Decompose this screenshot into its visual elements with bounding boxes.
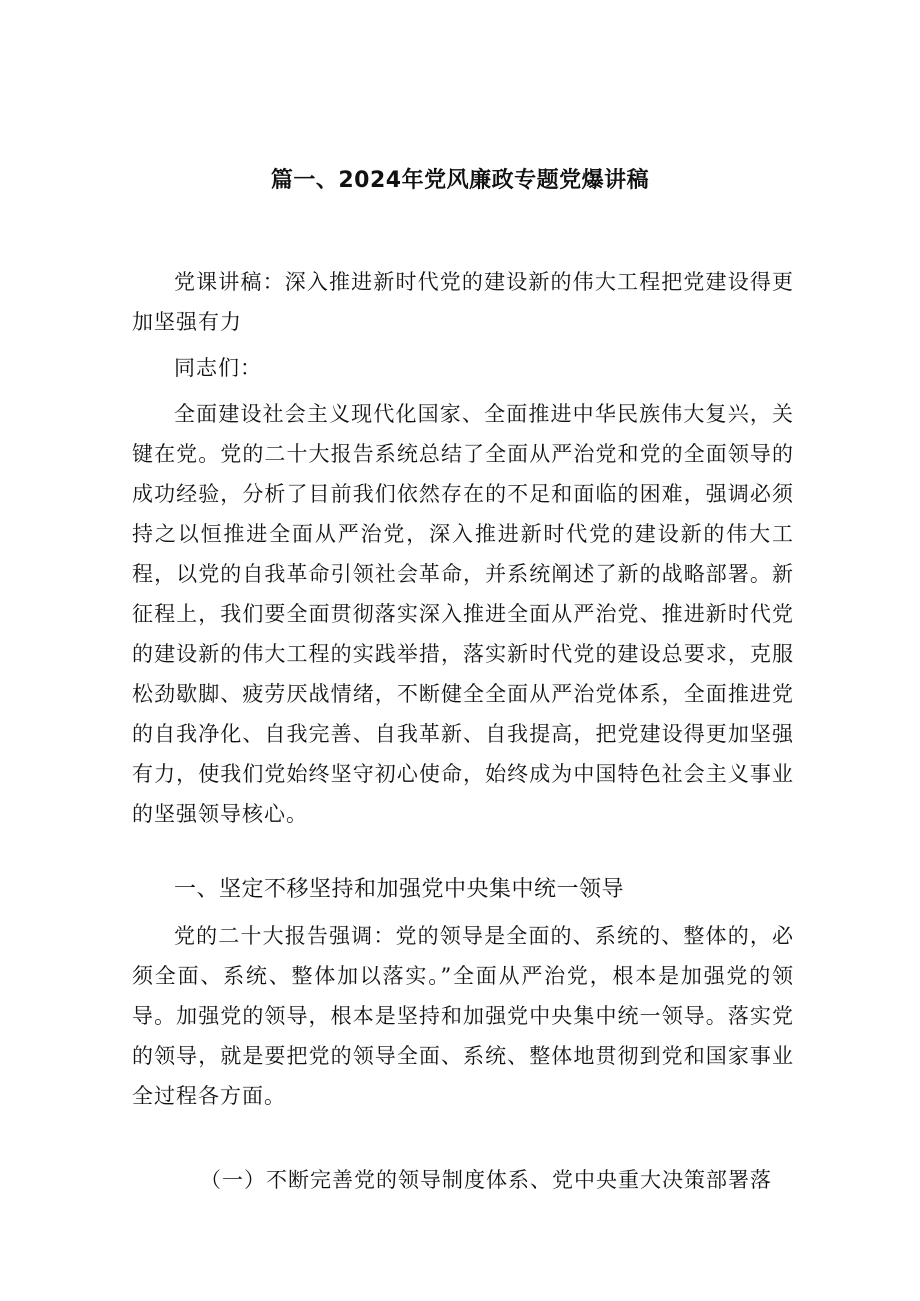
document-title: 篇一、2024年党风廉政专题党爆讲稿 [270, 168, 650, 193]
section-1-paragraph: 党的二十大报告强调：党的领导是全面的、系统的、整体的，必须全面、系统、整体加以落实。”全面从严治党，根本是加强党的领导。加强党的领导，根本是坚持和加强党中央集中统一领导。落实党的领导，就是要把党的领导全面、系统、整体地贯彻到党和国家事业全过程各方面。 [132, 924, 794, 1108]
subtitle-paragraph: 党课讲稿：深入推进新时代党的建设新的伟大工程把党建设得更加坚强有力 [132, 270, 794, 334]
salutation: 同志们： [174, 356, 262, 380]
section-heading-1: 一、坚定不移坚持和加强党中央集中统一领导 [174, 877, 625, 902]
intro-paragraph: 全面建设社会主义现代化国家、全面推进中华民族伟大复兴，关键在党。党的二十大报告系统总结了全面从严治党和党的全面领导的成功经验，分析了目前我们依然存在的不足和面临的困难，强调必须持之以恒推进全面从严治党，深入推进新时代党的建设新的伟大工程，以党的自我革命引领社会革命，并系统阐述了新的战略部署。新征程上，我们要全面贯彻落实深入推进全面从严治党、推进新时代党的建设新的伟大工程的实践举措，落实新时代党的建设总要求，克服松劲歇脚、疲劳厌战情绪，不断健全全面从严治党体系，全面推进党的自我净化、自我完善、自我革新、自我提高，把党建设得更加坚强有力，使我们党始终坚守初心使命，始终成为中国特色社会主义事业的坚强领导核心。 [132, 402, 794, 826]
subsection-heading-1: （一）不断完善党的领导制度体系、党中央重大决策部署落 [200, 1168, 772, 1192]
